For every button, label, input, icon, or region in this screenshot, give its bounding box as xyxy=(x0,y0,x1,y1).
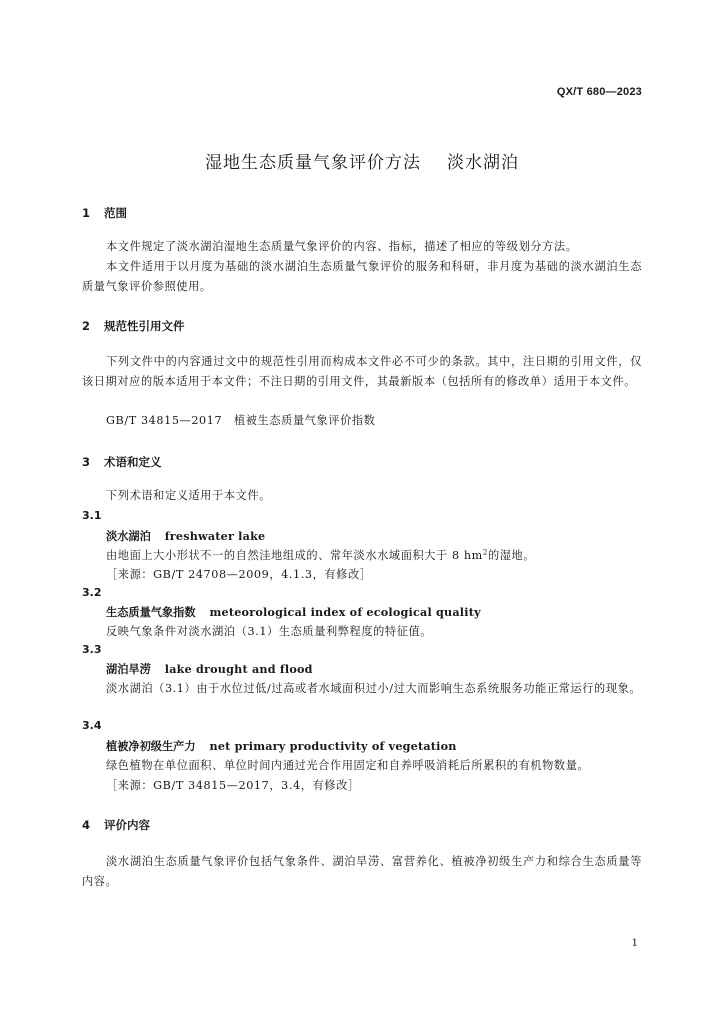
term-3-3 xyxy=(106,661,313,677)
term-3-4 xyxy=(106,738,457,754)
section-1-paragraph-1: 本文件规定了淡水湖泊湿地生态质量气象评价的内容、指标，描述了相应的等级划分方法。 xyxy=(106,240,578,253)
section-3-intro: 下列术语和定义适用于本文件。 xyxy=(106,489,272,502)
term-3-1-source: ［来源：GB/T 24708—2009，4.1.3，有修改］ xyxy=(106,568,372,581)
normative-reference: GB/T 34815—2017 植被生态质量气象评价指数 xyxy=(106,414,376,427)
definition-text-end: 的湿地。 xyxy=(487,549,536,562)
section-number: 2 xyxy=(82,319,91,333)
section-number: 4 xyxy=(82,818,91,832)
term-3-1-definition xyxy=(106,547,535,563)
section-number: 3 xyxy=(82,455,91,469)
section-title: 规范性引用文件 xyxy=(104,319,185,333)
section-title: 术语和定义 xyxy=(104,455,162,469)
section-1-paragraph-2: 本文件适用于以月度为基础的淡水湖泊生态质量气象评价的服务和科研，非月度为基础的淡水湖泊生态质量气象评价参照使用。 xyxy=(82,260,642,293)
superscript: 2 xyxy=(482,548,488,557)
section-title: 评价内容 xyxy=(104,818,150,832)
term-3-4-source: ［来源：GB/T 34815—2017，3.4，有修改］ xyxy=(106,779,360,792)
section-number: 1 xyxy=(82,206,91,220)
term-number-3-3: 3.3 xyxy=(82,643,102,656)
term-3-2 xyxy=(106,604,481,620)
term-en: meteorological index of ecological quality xyxy=(209,605,481,619)
standard-number: QX/T 680—2023 xyxy=(556,86,642,98)
term-3-3-definition: 淡水湖泊（3.1）由于水位过低/过高或者水域面积过小/过大而影响生态系统服务功能正常运行的现象。 xyxy=(106,682,642,695)
page-number: 1 xyxy=(631,938,638,949)
section-2-paragraph-1: 下列文件中的内容通过文中的规范性引用而构成本文件必不可少的条款。其中，注日期的引用文件，仅该日期对应的版本适用于本文件；不注日期的引用文件，其最新版本（包括所有的修改单）适用于本文件。 xyxy=(82,355,642,388)
term-zh: 淡水湖泊 xyxy=(106,530,151,543)
term-en: freshwater lake xyxy=(164,529,266,543)
section-2-heading xyxy=(82,318,185,334)
term-en: lake drought and flood xyxy=(164,662,313,676)
title-sub: 淡水湖泊 xyxy=(447,153,519,173)
section-4-paragraph-1: 淡水湖泊生态质量气象评价包括气象条件、湖泊旱涝、富营养化、植被净初级生产力和综合生态质量等内容。 xyxy=(82,855,642,888)
term-en: net primary productivity of vegetation xyxy=(209,739,457,753)
term-3-4-definition: 绿色植物在单位面积、单位时间内通过光合作用固定和自养呼吸消耗后所累积的有机物数量。 xyxy=(106,759,590,772)
term-number-3-4: 3.4 xyxy=(82,719,102,732)
title-main: 湿地生态质量气象评价方法 xyxy=(205,153,421,173)
section-1-heading xyxy=(82,205,127,221)
term-3-2-definition: 反映气象条件对淡水湖泊（3.1）生态质量利弊程度的特征值。 xyxy=(106,625,433,638)
section-title: 范围 xyxy=(104,206,127,220)
term-zh: 生态质量气象指数 xyxy=(106,606,196,619)
term-number-3-1: 3.1 xyxy=(82,509,102,522)
term-3-1 xyxy=(106,528,265,544)
term-zh: 湖泊旱涝 xyxy=(106,663,151,676)
term-number-3-2: 3.2 xyxy=(82,586,102,599)
document-title xyxy=(0,148,724,173)
term-zh: 植被净初级生产力 xyxy=(106,740,196,753)
section-3-heading xyxy=(82,454,162,470)
definition-text: 由地面上大小形状不一的自然洼地组成的、常年淡水水域面积大于 8 hm xyxy=(106,549,483,562)
section-4-heading xyxy=(82,817,150,833)
